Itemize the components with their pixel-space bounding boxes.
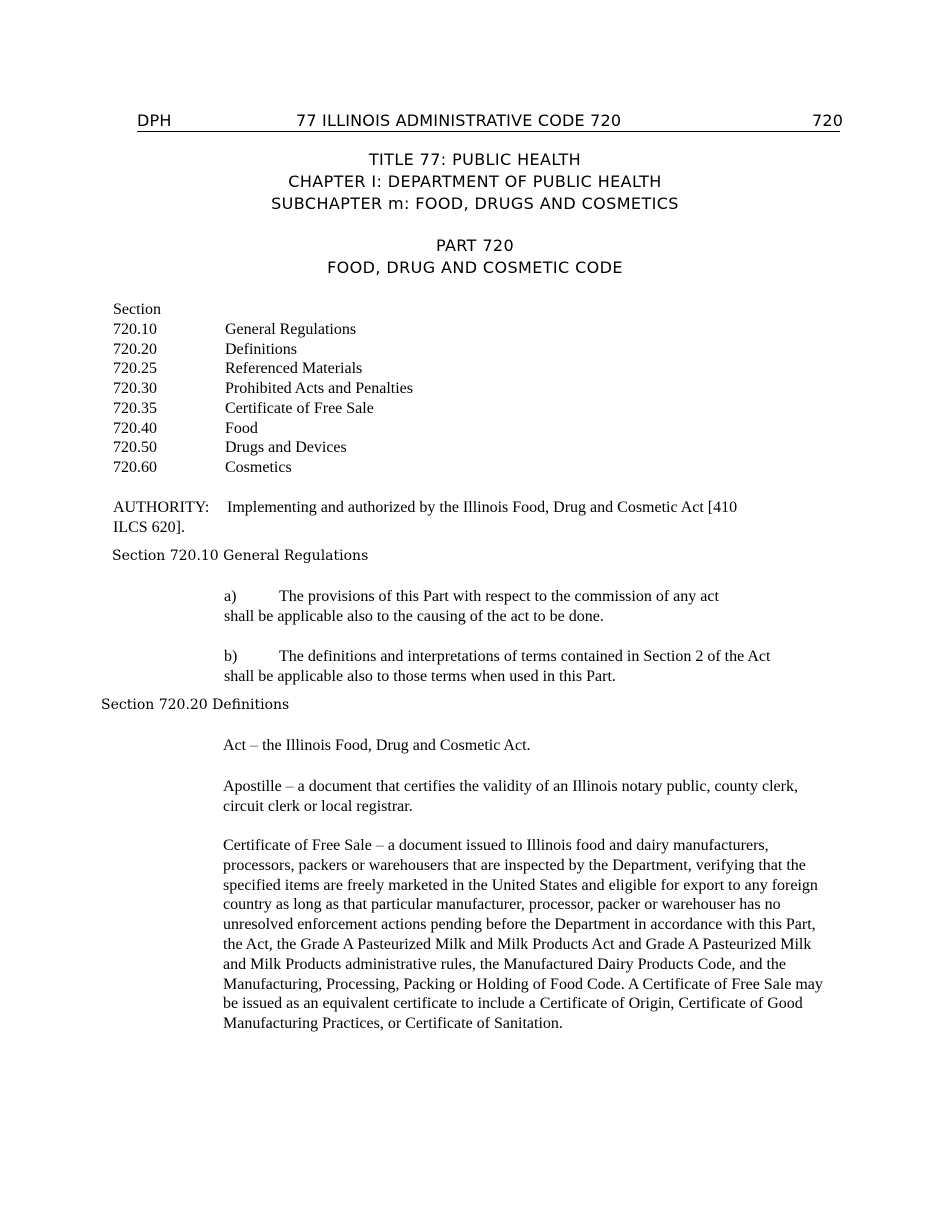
toc-item-number: 720.50	[113, 439, 157, 457]
header-page-number: 720	[812, 111, 844, 130]
definition-act	[223, 736, 838, 756]
part-number: PART 720	[435, 236, 515, 255]
definition-term: Apostille	[223, 778, 282, 795]
toc-item-title: Referenced Materials	[225, 360, 363, 378]
toc-item-number: 720.20	[113, 340, 157, 358]
definition-term: Act	[223, 737, 247, 754]
title-block	[0, 149, 950, 215]
subsection-b-label: b)	[224, 648, 238, 665]
toc-item-number: 720.40	[113, 419, 157, 437]
toc-item-title: Cosmetics	[225, 458, 292, 476]
toc-item-title: Definitions	[225, 340, 297, 358]
definition-dash: –	[371, 837, 388, 854]
subsection-b-line-2: shall be applicable also to those terms when used in this Part.	[224, 668, 616, 685]
definition-dash: –	[246, 737, 263, 754]
chapter-line: CHAPTER I: DEPARTMENT OF PUBLIC HEALTH	[288, 172, 662, 191]
definition-text: a document that certifies the validity of an Illinois notary public, county clerk, circuit clerk or local registrar.	[223, 778, 798, 815]
toc-item-number: 720.35	[113, 399, 157, 417]
subsection-a-line-2: shall be applicable also to the causing of the act to be done.	[224, 608, 604, 625]
subsection-b-line-1: The definitions and interpretations of terms contained in Section 2 of the Act	[279, 648, 771, 665]
header-rule	[137, 131, 840, 132]
part-name: FOOD, DRUG AND COSMETIC CODE	[327, 258, 623, 277]
definition-text: a document issued to Illinois food and dairy manufacturers, processors, packers or warehousers that are inspected by the Department, verifying that the specified items are freely marketed in the United States and eligible for export to any foreign country as long as that particular manufacturer, processor, packer or warehouser has no unresolved enforcement actions pending before the Department in accordance with this Part, the Act, the Grade A Pasteurized Milk and Milk Products Act and Grade A Pasteurized Milk and Milk Products administrative rules, the Manufactured Dairy Products Code, and the Manufacturing, Processing, Packing or Holding of Food Code. A Certificate of Free Sale may be issued as an equivalent certificate to include a Certificate of Origin, Certificate of Good Manufacturing Practices, or Certificate of Sanitation.	[223, 837, 823, 1033]
definition-text: the Illinois Food, Drug and Cosmetic Act.	[262, 737, 531, 754]
toc-item-title: General Regulations	[225, 321, 357, 338]
part-title-block	[0, 235, 950, 279]
header-agency: DPH	[137, 111, 172, 130]
subchapter-line: SUBCHAPTER m: FOOD, DRUGS AND COSMETICS	[271, 194, 679, 213]
definition-certificate-of-free-sale	[223, 836, 835, 1034]
definition-apostille	[223, 777, 803, 817]
authority-line-2: ILCS 620].	[113, 519, 185, 536]
title-line: TITLE 77: PUBLIC HEALTH	[368, 150, 582, 169]
authority-label: AUTHORITY:	[113, 499, 210, 516]
authority-line-1: Implementing and authorized by the Illinois Food, Drug and Cosmetic Act [410	[227, 499, 738, 516]
section-heading-720-10: Section 720.10 General Regulations	[112, 548, 369, 564]
toc-item-title: Prohibited Acts and Penalties	[225, 380, 413, 398]
header-code: 77 ILLINOIS ADMINISTRATIVE CODE 720	[296, 111, 622, 130]
toc-item-number: 720.10	[113, 321, 157, 338]
toc-heading: Section	[113, 301, 161, 318]
toc-item-title: Food	[225, 419, 258, 437]
toc-item-number: 720.30	[113, 380, 157, 398]
toc-list	[0, 320, 950, 480]
toc-item-number: 720.60	[113, 458, 157, 476]
definition-term: Certificate of Free Sale	[223, 837, 372, 854]
section-heading-720-20: Section 720.20 Definitions	[101, 697, 290, 713]
subsection-a-label: a)	[224, 588, 237, 605]
definition-dash: –	[281, 778, 298, 795]
subsection-a-line-1: The provisions of this Part with respect to the commission of any act	[279, 588, 719, 605]
toc-item-title: Drugs and Devices	[225, 439, 347, 457]
toc-item-number: 720.25	[113, 360, 157, 378]
toc-item-title: Certificate of Free Sale	[225, 399, 374, 417]
